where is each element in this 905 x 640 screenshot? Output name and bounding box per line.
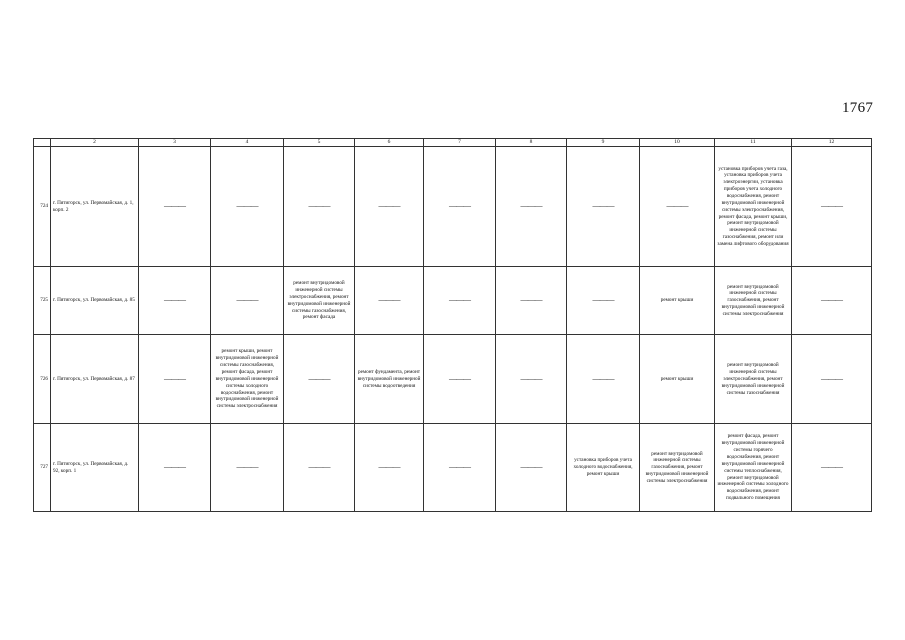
empty-cell-dash bbox=[139, 147, 211, 267]
empty-cell-dash bbox=[496, 335, 567, 424]
empty-cell-dash bbox=[496, 424, 567, 512]
empty-cell-dash bbox=[284, 147, 355, 267]
work-cell: установка приборов учета холодного водоснабжения, ремонт крыши bbox=[567, 424, 640, 512]
dash: ——— bbox=[164, 201, 185, 211]
row-number: 726 bbox=[34, 335, 51, 424]
dash: ——— bbox=[308, 201, 330, 211]
dash: ——— bbox=[821, 462, 842, 472]
dash: ——— bbox=[520, 201, 542, 211]
empty-cell-dash bbox=[496, 267, 567, 335]
dash: ——— bbox=[666, 201, 688, 211]
empty-cell-dash bbox=[355, 424, 424, 512]
empty-cell-dash bbox=[139, 267, 211, 335]
dash: ——— bbox=[821, 295, 842, 305]
work-cell: ремонт внутридомовой инженерной системы электроснабжения, ремонт внутридомовой инженерной системы газоснабжения bbox=[715, 335, 792, 424]
column-header: 11 bbox=[715, 139, 792, 147]
table-row bbox=[34, 424, 872, 512]
column-header: 9 bbox=[567, 139, 640, 147]
empty-cell-dash bbox=[792, 147, 872, 267]
empty-cell-dash bbox=[284, 335, 355, 424]
dash: ——— bbox=[821, 373, 842, 383]
dash: ——— bbox=[449, 201, 470, 211]
table-row bbox=[34, 335, 872, 424]
empty-cell-dash bbox=[424, 335, 496, 424]
column-header: 12 bbox=[792, 139, 872, 147]
dash: ——— bbox=[520, 373, 542, 383]
dash: ——— bbox=[308, 373, 330, 383]
dash: ——— bbox=[592, 373, 614, 383]
column-header: 6 bbox=[355, 139, 424, 147]
dash: ——— bbox=[449, 295, 470, 305]
column-header: 10 bbox=[640, 139, 715, 147]
work-cell: ремонт крыши bbox=[640, 335, 715, 424]
header-row bbox=[34, 139, 872, 147]
dash: ——— bbox=[164, 295, 185, 305]
dash: ——— bbox=[164, 462, 185, 472]
table-row bbox=[34, 147, 872, 267]
empty-cell-dash bbox=[211, 147, 284, 267]
empty-cell-dash bbox=[792, 267, 872, 335]
empty-cell-dash bbox=[424, 424, 496, 512]
work-cell: ремонт крыши bbox=[640, 267, 715, 335]
dash: ——— bbox=[164, 373, 185, 383]
empty-cell-dash bbox=[792, 335, 872, 424]
empty-cell-dash bbox=[139, 335, 211, 424]
dash: ——— bbox=[236, 462, 258, 472]
column-header: 8 bbox=[496, 139, 567, 147]
repair-schedule-table bbox=[33, 138, 872, 512]
dash: ——— bbox=[378, 295, 400, 305]
dash: ——— bbox=[592, 201, 614, 211]
empty-cell-dash bbox=[424, 267, 496, 335]
address-cell: г. Пятигорск, ул. Первомайская, д. 85 bbox=[51, 267, 139, 335]
work-cell: установка приборов учета газа, установка приборов учета электроэнергии, установка приборов учета холодного водоснабжения, ремонт внутридомовой инженерной системы электроснабжения, ремонт фасада, ремонт крыши, ремонт внутридомовой инженерной системы газоснабжения, ремонт или замена лифтового оборудования bbox=[715, 147, 792, 267]
empty-cell-dash bbox=[211, 424, 284, 512]
row-number: 724 bbox=[34, 147, 51, 267]
dash: ——— bbox=[821, 201, 842, 211]
dash: ——— bbox=[449, 462, 470, 472]
column-header: 4 bbox=[211, 139, 284, 147]
empty-cell-dash bbox=[496, 147, 567, 267]
dash: ——— bbox=[236, 295, 258, 305]
address-cell: г. Пятигорск, ул. Первомайская, д. 92, корп. 1 bbox=[51, 424, 139, 512]
work-cell: ремонт внутридомовой инженерной системы газоснабжения, ремонт внутридомовой инженерной системы электроснабжения bbox=[715, 267, 792, 335]
table-row bbox=[34, 267, 872, 335]
work-cell: ремонт фундамента, ремонт внутридомовой инженерной системы водоотведения bbox=[355, 335, 424, 424]
dash: ——— bbox=[308, 462, 330, 472]
empty-cell-dash bbox=[355, 147, 424, 267]
dash: ——— bbox=[378, 201, 400, 211]
empty-cell-dash bbox=[640, 147, 715, 267]
dash: ——— bbox=[378, 462, 400, 472]
column-header: 5 bbox=[284, 139, 355, 147]
column-header: 2 bbox=[51, 139, 139, 147]
empty-cell-dash bbox=[567, 147, 640, 267]
empty-cell-dash bbox=[792, 424, 872, 512]
address-cell: г. Пятигорск, ул. Первомайская, д. 87 bbox=[51, 335, 139, 424]
work-cell: ремонт внутридомовой инженерной системы газоснабжения, ремонт внутридомовой инженерной системы электроснабжения bbox=[640, 424, 715, 512]
empty-cell-dash bbox=[139, 424, 211, 512]
address-cell: г. Пятигорск, ул. Первомайская, д. 1, корп. 2 bbox=[51, 147, 139, 267]
work-cell: ремонт внутридомовой инженерной системы электроснабжения, ремонт внутридомовой инженерной системы газоснабжения, ремонт фасада bbox=[284, 267, 355, 335]
empty-cell-dash bbox=[211, 267, 284, 335]
work-cell: ремонт фасада, ремонт внутридомовой инженерной системы горячего водоснабжения, ремонт внутридомовой инженерной системы теплоснабжения, ремонт внутридомовой инженерной системы холодного водоснабжения, ремонт подвального помещения bbox=[715, 424, 792, 512]
row-number: 725 bbox=[34, 267, 51, 335]
empty-cell-dash bbox=[567, 267, 640, 335]
work-cell: ремонт крыши, ремонт внутридомовой инженерной системы газоснабжения, ремонт фасада, ремонт внутридомовой инженерной системы холодного водоснабжения, ремонт внутридомовой инженерной системы электроснабжения bbox=[211, 335, 284, 424]
empty-cell-dash bbox=[284, 424, 355, 512]
dash: ——— bbox=[449, 373, 470, 383]
dash: ——— bbox=[592, 295, 614, 305]
row-number: 727 bbox=[34, 424, 51, 512]
column-header: 7 bbox=[424, 139, 496, 147]
column-header: 3 bbox=[139, 139, 211, 147]
page-number: 1767 bbox=[842, 100, 874, 116]
empty-cell-dash bbox=[355, 267, 424, 335]
column-header bbox=[34, 139, 51, 147]
dash: ——— bbox=[520, 295, 542, 305]
dash: ——— bbox=[236, 201, 258, 211]
empty-cell-dash bbox=[424, 147, 496, 267]
dash: ——— bbox=[520, 462, 542, 472]
empty-cell-dash bbox=[567, 335, 640, 424]
